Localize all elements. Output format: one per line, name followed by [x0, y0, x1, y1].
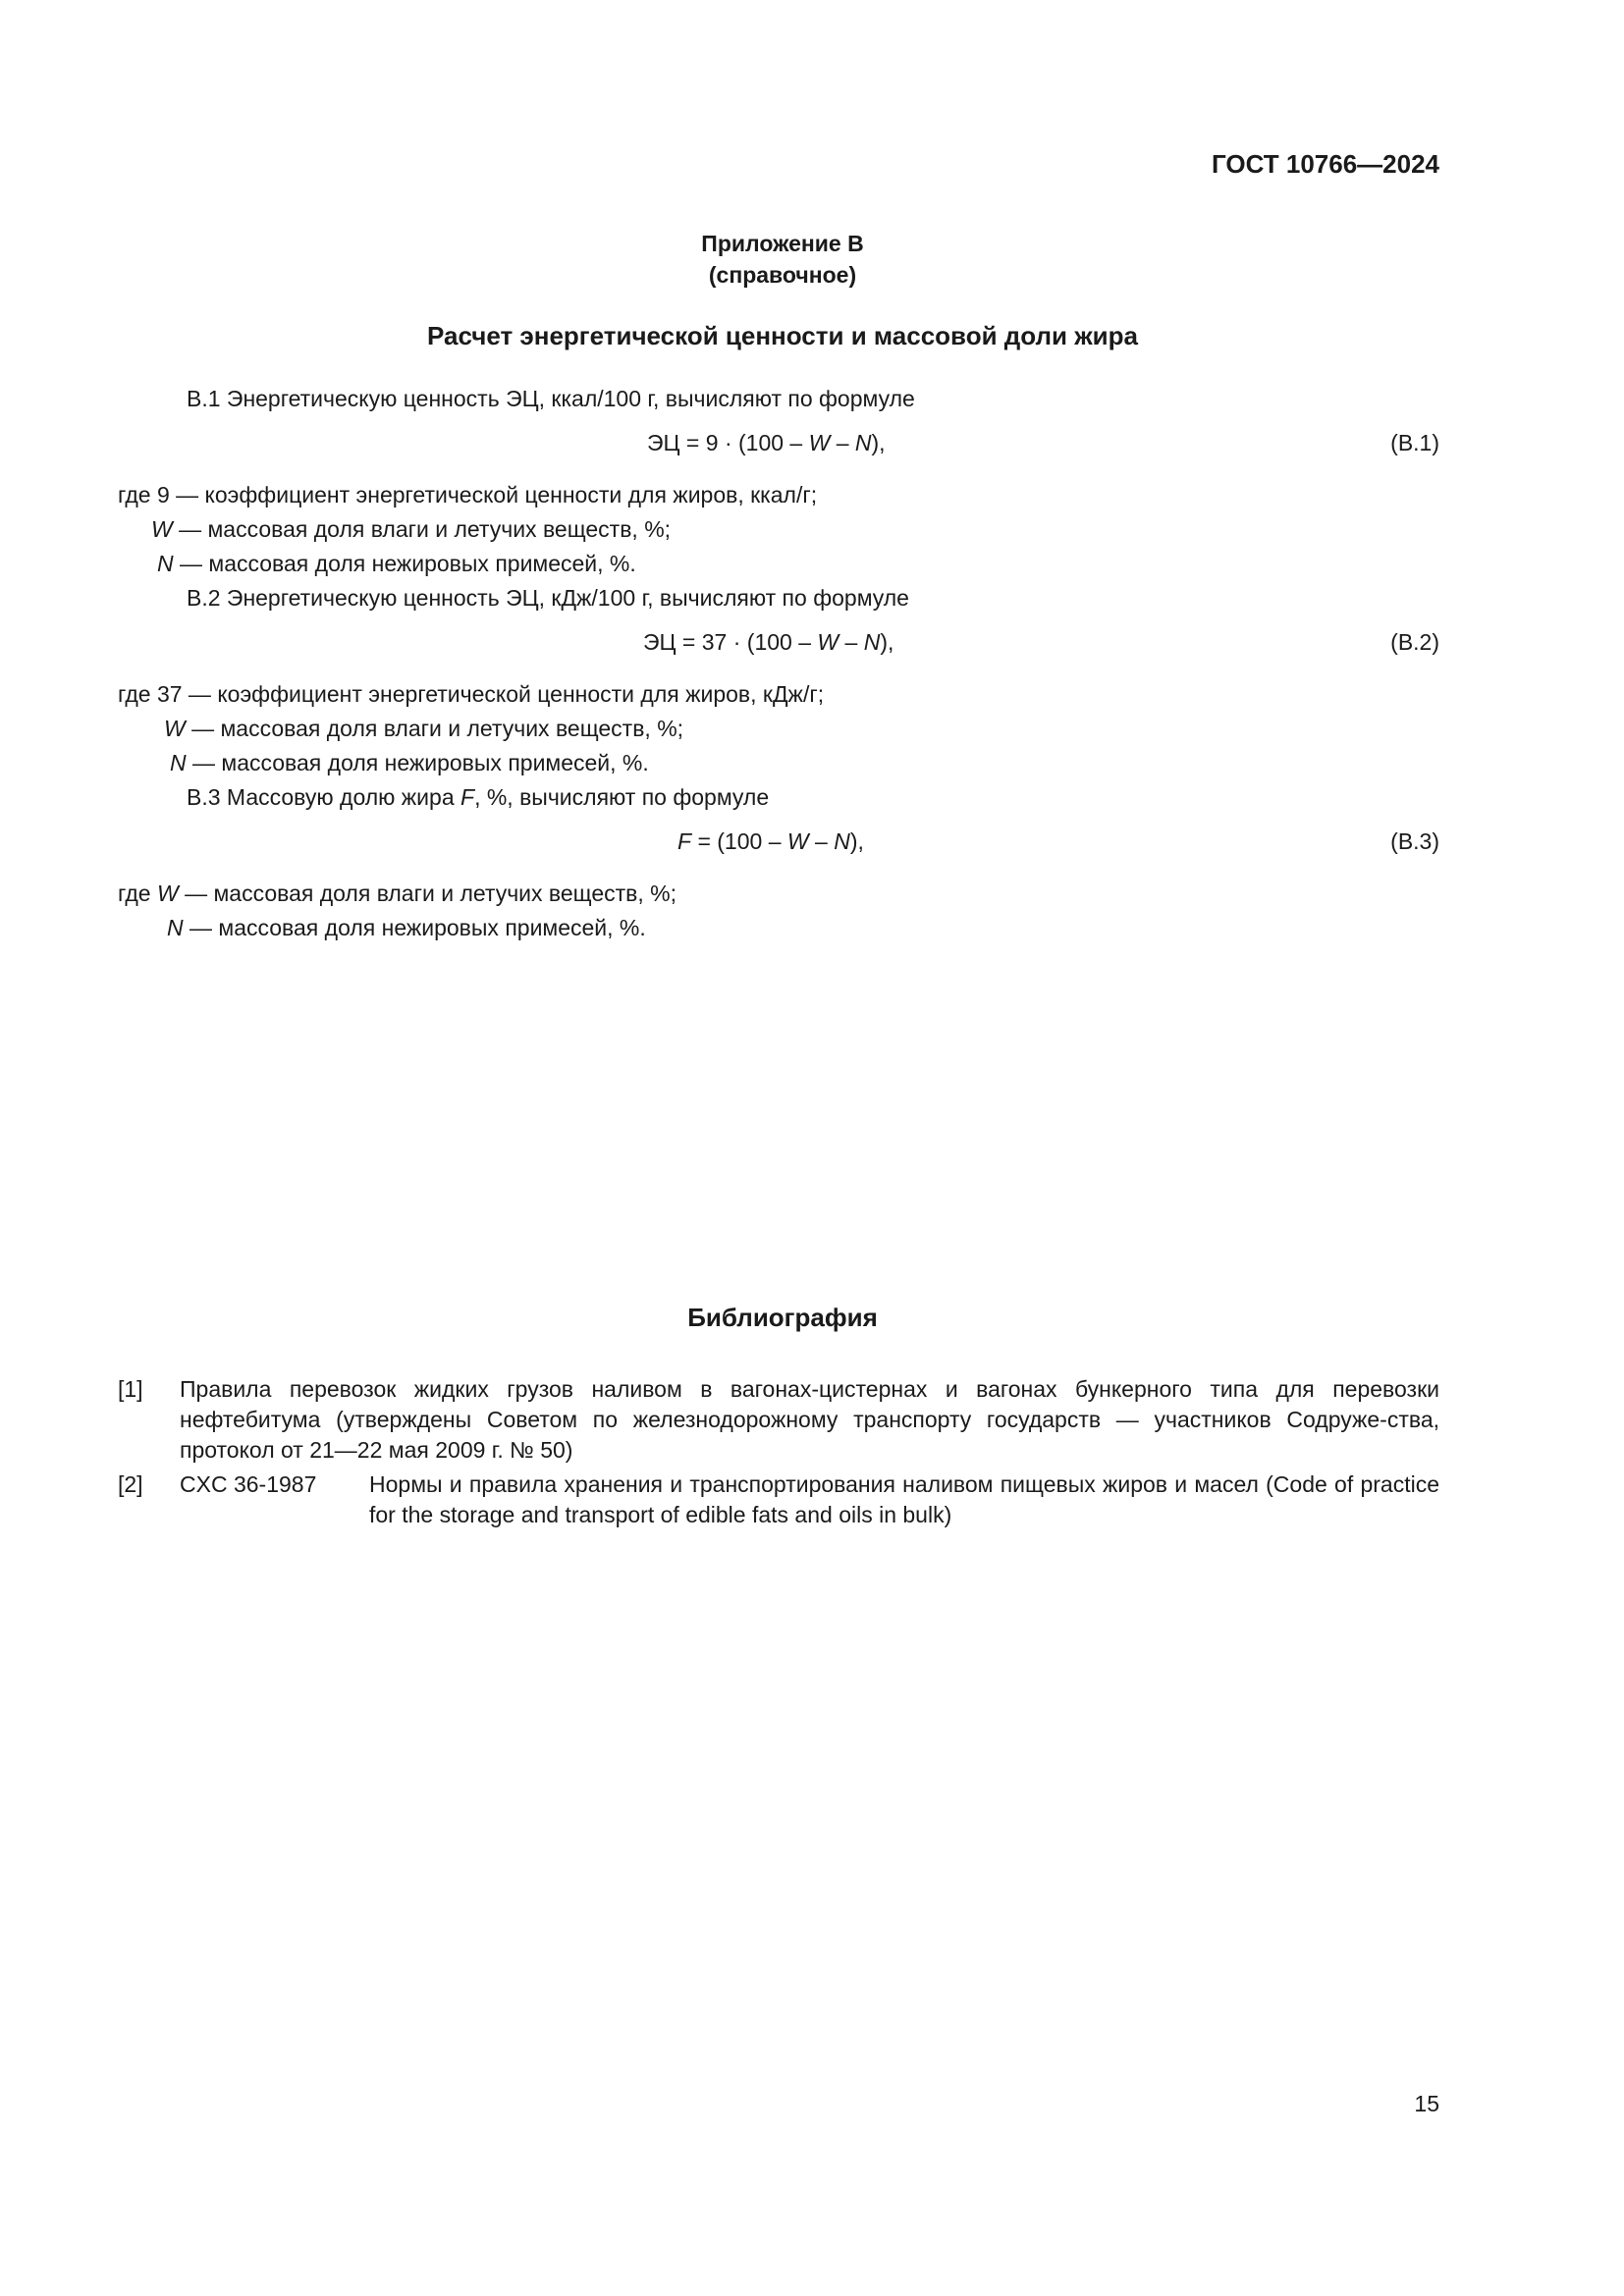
clause-b1-intro: В.1 Энергетическую ценность ЭЦ, ккал/100 г, вычисляют по формуле — [187, 386, 915, 411]
formula-b3: F = (100 – W – N), — [677, 828, 864, 854]
where-b1-line1: где 9 — коэффициент энергетической ценности для жиров, ккал/г; — [118, 482, 818, 507]
appendix-heading: Расчет энергетической ценности и массовой доли жира — [426, 321, 1138, 350]
equation-number-b1: (В.1) — [1390, 430, 1439, 455]
where-b2-line1: где 37 — коэффициент энергетической ценности для жиров, кДж/г; — [118, 681, 825, 707]
appendix-type: (справочное) — [708, 262, 857, 288]
bibliography-item-text: Нормы и правила хранения и транспортирования наливом пищевых жиров и масел (Code of practice for the storage and transport of edible fats and oils in bulk) — [369, 1471, 1439, 1527]
page-number: 15 — [1414, 2091, 1439, 2116]
clause-b2-intro: В.2 Энергетическую ценность ЭЦ, кДж/100 г, вычисляют по формуле — [187, 585, 909, 611]
appendix-title — [118, 228, 1447, 291]
bibliography-item-number: [2] — [118, 1471, 143, 1497]
bibliography-item-number: [1] — [118, 1376, 143, 1402]
formula-b2: ЭЦ = 37 · (100 – W – N), — [643, 629, 894, 655]
where-b2-line2: W — массовая доля влаги и летучих веществ, %; — [164, 716, 684, 741]
bibliography-item-code: CXC 36-1987 — [180, 1471, 317, 1497]
equation-number-b3: (В.3) — [1390, 828, 1439, 854]
where-b3-line2: N — массовая доля нежировых примесей, %. — [167, 915, 646, 940]
clause-b3-intro: В.3 Массовую долю жира F, %, вычисляют по формуле — [187, 784, 770, 810]
document-number: ГОСТ 10766—2024 — [1212, 149, 1439, 179]
where-b1-line2: W — массовая доля влаги и летучих веществ, %; — [151, 516, 672, 542]
where-b2-line3: N — массовая доля нежировых примесей, %. — [170, 750, 649, 775]
bibliography-title: Библиография — [687, 1303, 878, 1332]
where-b1-line3: N — массовая доля нежировых примесей, %. — [157, 551, 636, 576]
appendix-label: Приложение В — [701, 231, 864, 256]
equation-number-b2: (В.2) — [1390, 629, 1439, 655]
bibliography-item-text: Правила перевозок жидких грузов наливом в вагонах-цистернах и вагонах бункерного типа для перевозки нефтебитума (утверждены Советом по железнодорожному транспорту государств — участников Содруже-ства, протокол от 21—22 мая 2009 г. № 50) — [180, 1376, 1439, 1463]
where-b3-line1: где W — массовая доля влаги и летучих веществ, %; — [118, 881, 677, 906]
formula-b1: ЭЦ = 9 · (100 – W – N), — [647, 430, 886, 455]
